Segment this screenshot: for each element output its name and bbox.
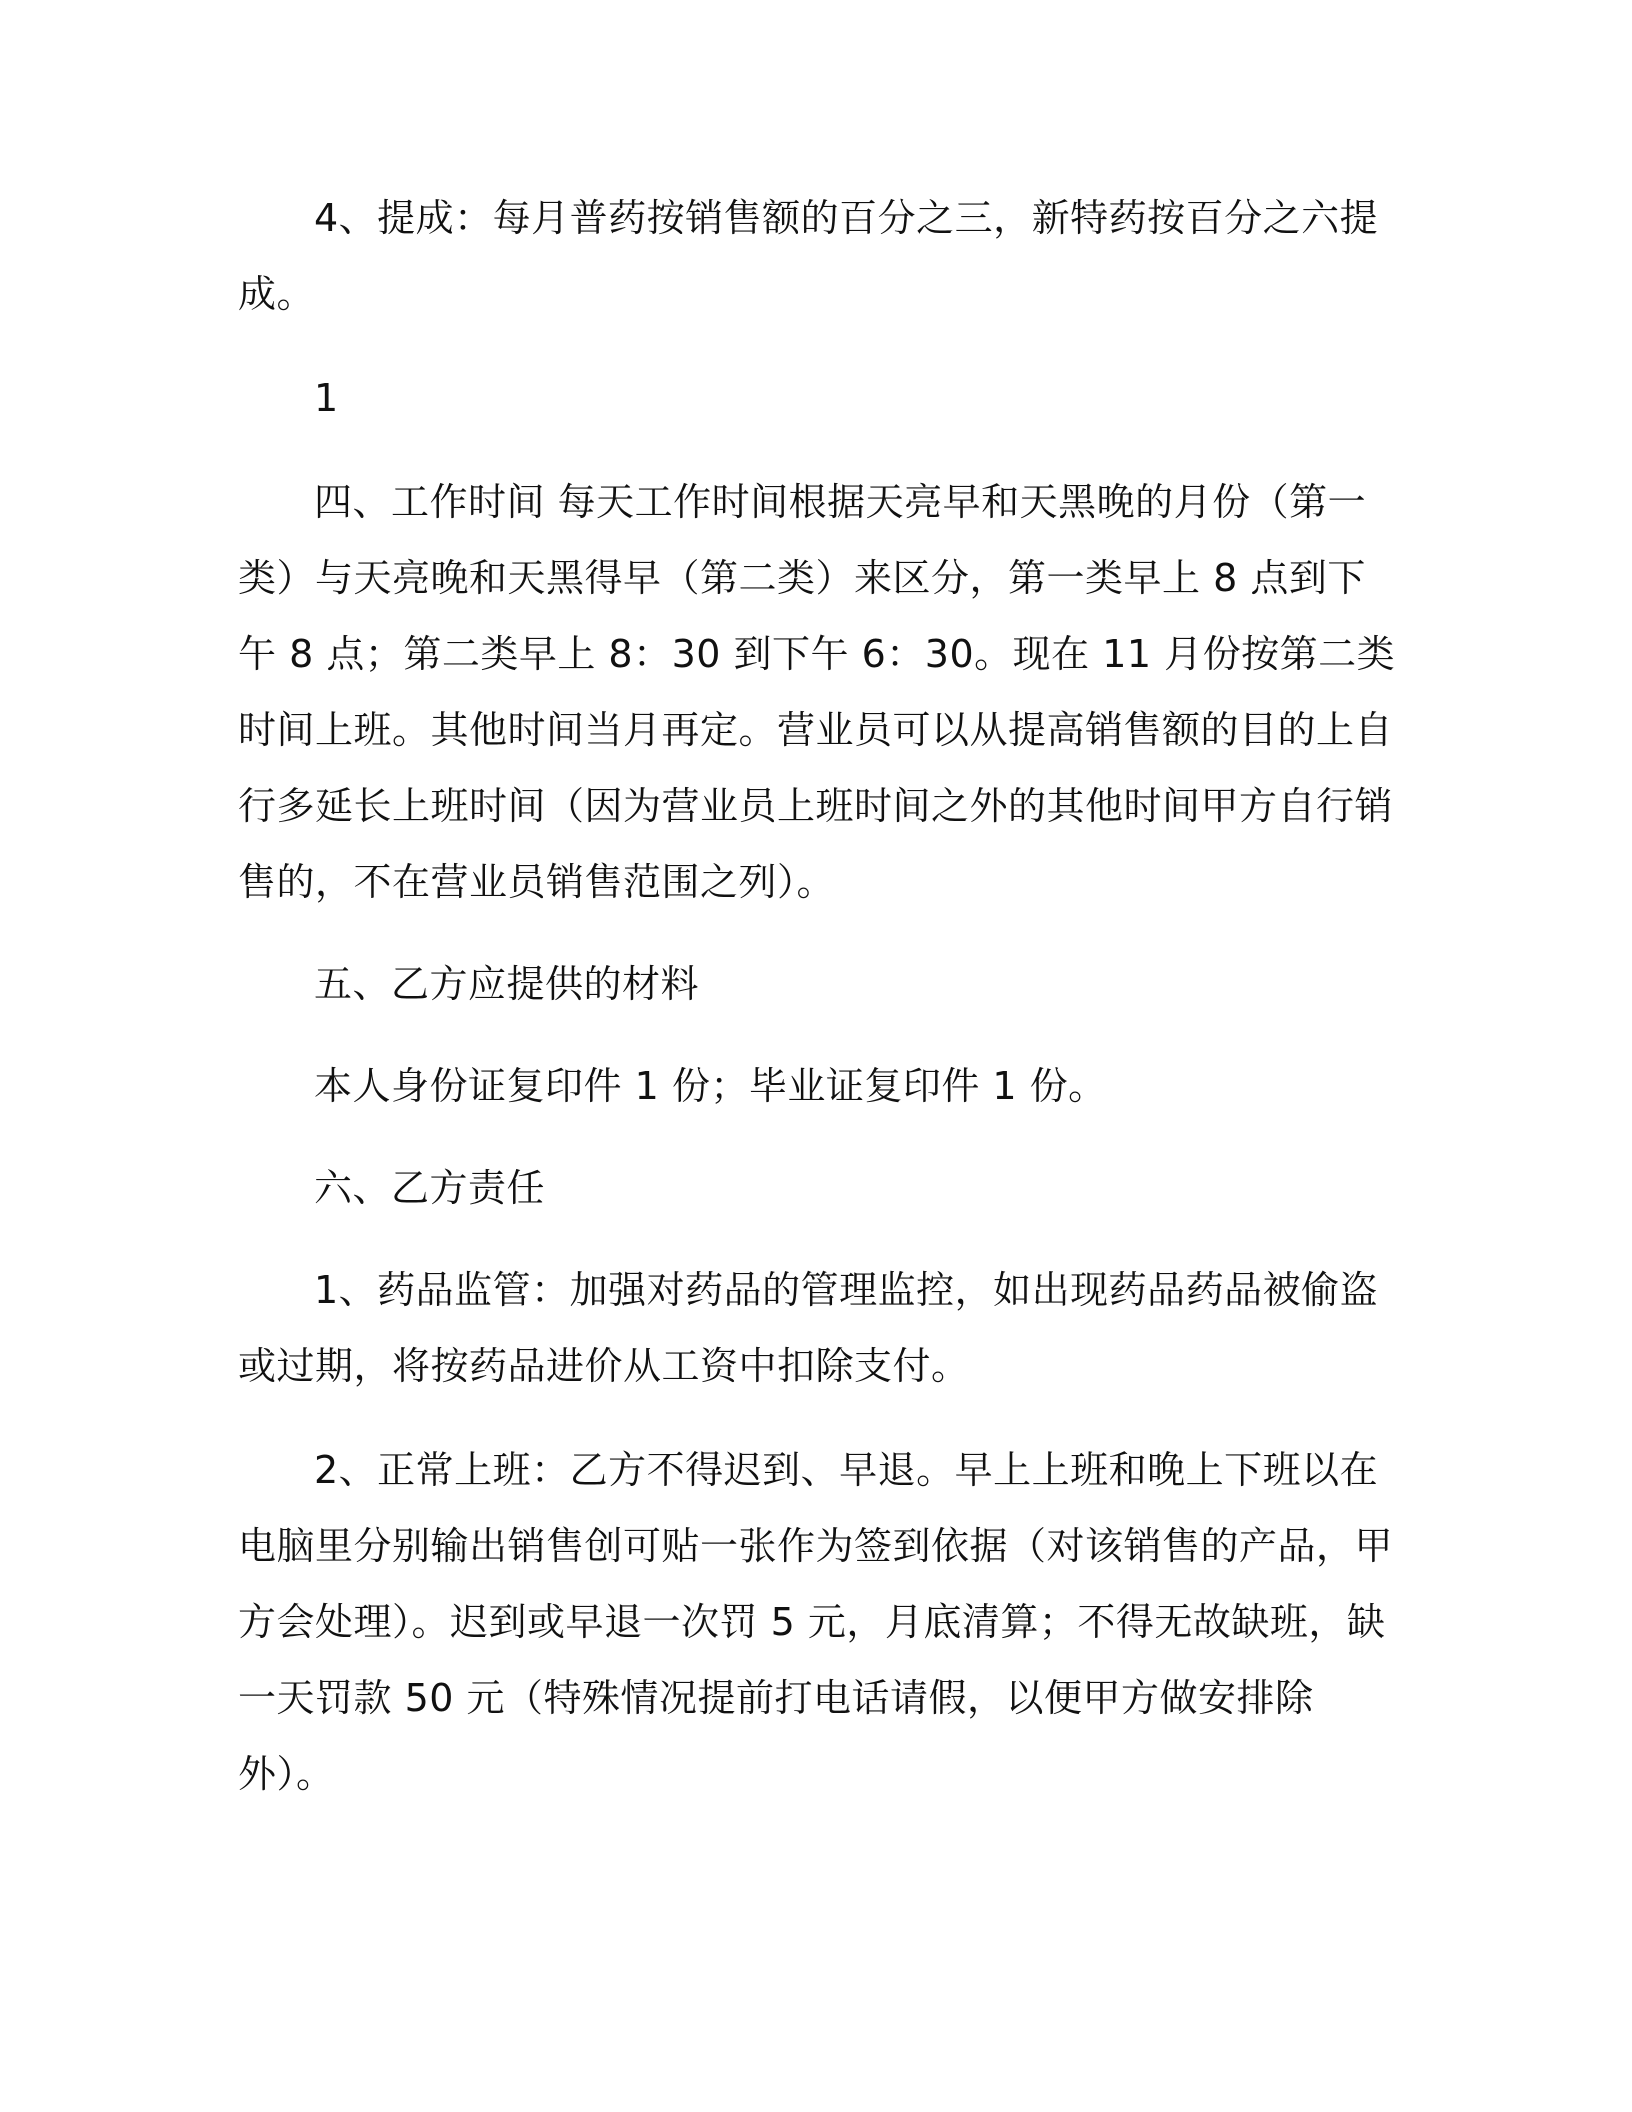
paragraph-working-hours: 四、工作时间 每天工作时间根据天亮早和天黑晚的月份（第一类）与天亮晚和天黑得早（第二类）来区分，第一类早上 8 点到下午 8 点；第二类早上 8：30 到下午 6：30。现在 11 月份按第二类时间上班。其他时间当月再定。营业员可以从提高销售额的目的上自行多延长上班时间（因为营业员上班时间之外的其他时间甲方自行销售的，不在营业员销售范围之列）。 — [238, 480, 1396, 904]
heading-materials: 五、乙方应提供的材料 — [314, 962, 700, 1006]
document-body — [238, 180, 1398, 1812]
paragraph-materials: 本人身份证复印件 1 份；毕业证复印件 1 份。 — [314, 1064, 1107, 1108]
paragraph-commission: 4、提成：每月普药按销售额的百分之三，新特药按百分之六提成。 — [238, 196, 1379, 316]
paragraph-drug-supervision: 1、药品监管：加强对药品的管理监控，如出现药品药品被偷盗或过期，将按药品进价从工资中扣除支付。 — [238, 1268, 1379, 1388]
paragraph-attendance: 2、正常上班：乙方不得迟到、早退。早上上班和晚上下班以在电脑里分别输出销售创可贴一张作为签到依据（对该销售的产品，甲方会处理）。迟到或早退一次罚 5 元，月底清算；不得无故缺班，缺一天罚款 50 元（特殊情况提前打电话请假，以便甲方做安排除外）。 — [238, 1448, 1394, 1796]
paragraph-number: 1 — [314, 376, 339, 420]
heading-responsibilities: 六、乙方责任 — [314, 1166, 546, 1210]
